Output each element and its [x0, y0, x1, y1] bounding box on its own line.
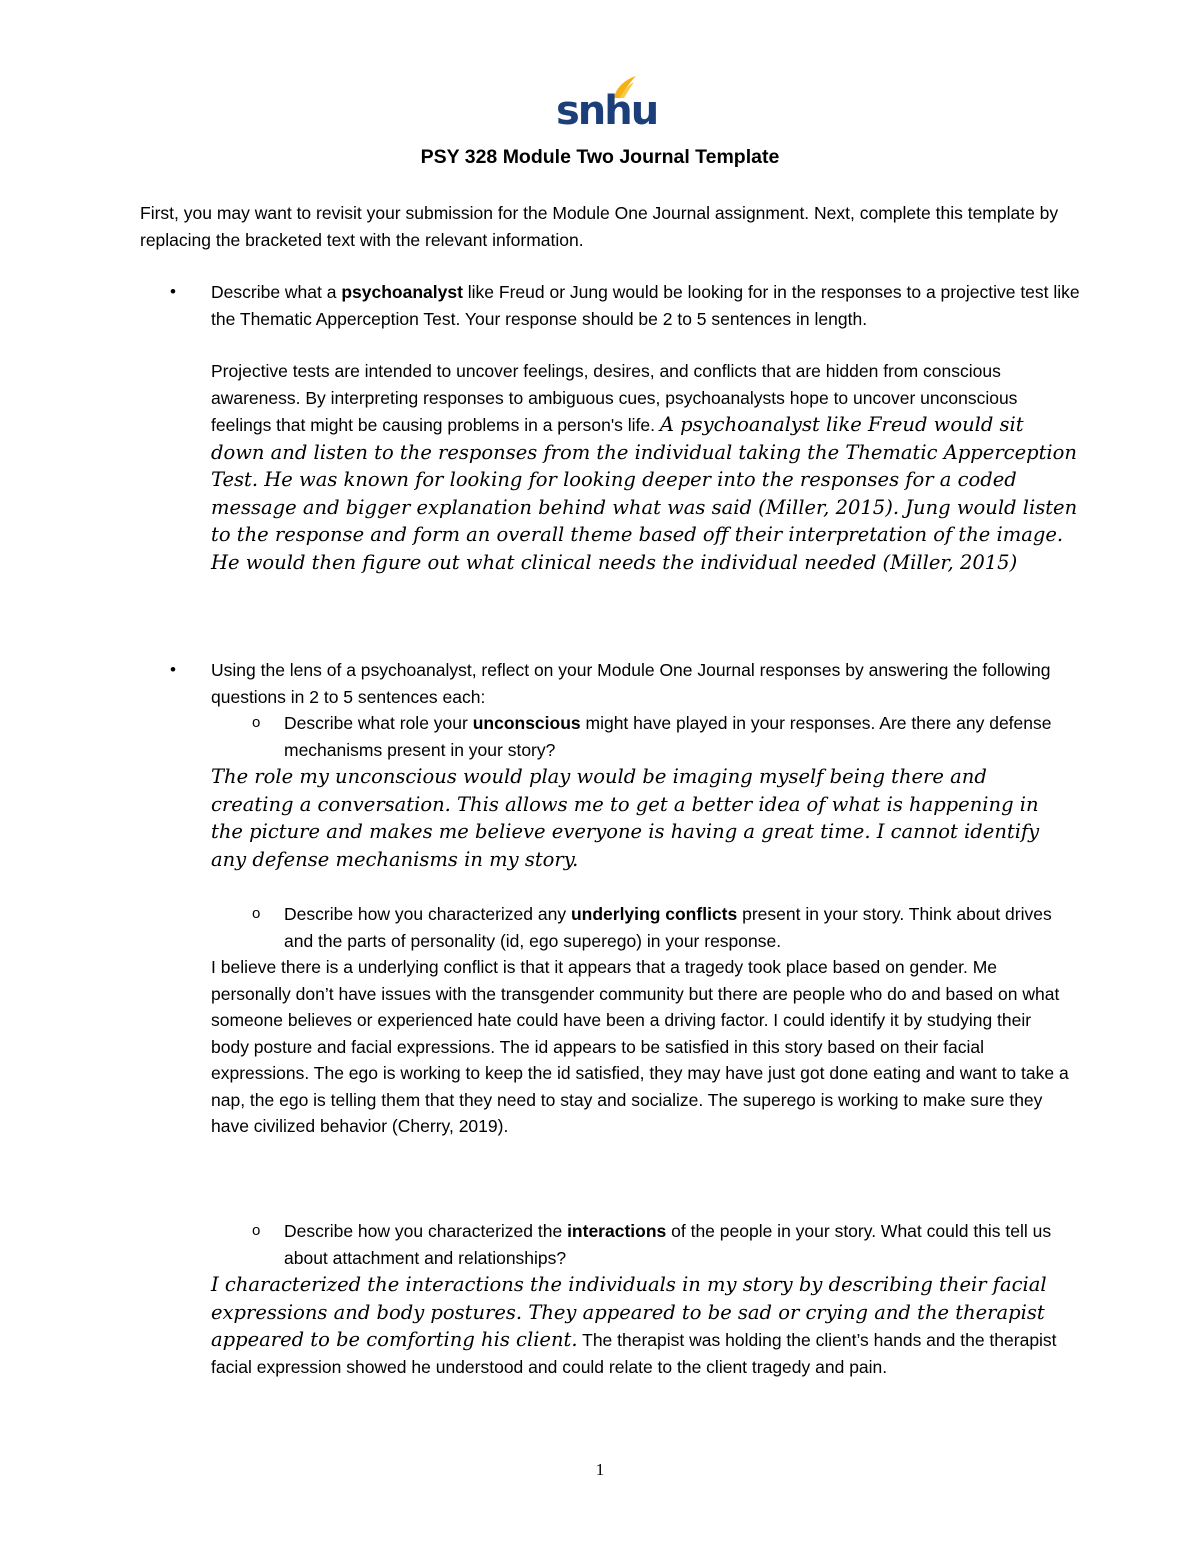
- logo-wordmark: snhu: [556, 88, 658, 134]
- subquestion-2-answer: I believe there is a underlying conflict is that it appears that a tragedy took place based on gender. Me personally don’t have issues with the transgender community but there are people who do and based on what someone believes or experienced hate could have been a driving factor. I could identify it by studying their body posture and facial expressions. The id appears to be satisfied in this story based on their facial expressions. The ego is working to keep the id satisfied, they may have just got done eating and want to take a nap, the ego is telling them that they need to stay and socialize. The superego is working to make sure they have civilized behavior (Cherry, 2019).: [211, 957, 1069, 1136]
- snhu-logo: [556, 74, 658, 134]
- page-title: PSY 328 Module Two Journal Template: [420, 146, 780, 168]
- sub-bullet-icon: o: [252, 1222, 261, 1239]
- question-1-prompt: Describe what a psychoanalyst like Freud or Jung would be looking for in the responses to a projective test like the Thematic Apperception Test. Your response should be 2 to 5 sentences in length.: [211, 282, 1080, 329]
- subquestion-1-answer: The role my unconscious would play would be imaging myself being there and creating a conversation. This allows me to get a better idea of what is happening in the picture and makes me believe everyone is having a great time. I cannot identify any defense mechanisms in my story.: [211, 765, 1040, 871]
- intro-paragraph: First, you may want to revisit your submission for the Module One Journal assignment. Next, complete this template by replacing the bracketed text with the relevant information.: [140, 203, 1059, 250]
- bullet-icon: •: [170, 282, 176, 301]
- question-1-answer: Projective tests are intended to uncover feelings, desires, and conflicts that are hidden from conscious awareness. By interpreting responses to ambiguous cues, psychoanalysts hope to uncover unconscious feelings that might be causing problems in a person's life. A psychoanalyst like Freud would sit down and listen to the responses from the individual taking the Thematic Apperception Test. He was known for looking for looking deeper into the responses for a coded message and bigger explanation behind what was said (Miller, 2015). Jung would listen to the response and form an overall theme based off their interpretation of the image. He would then figure out what clinical needs the individual needed (Miller, 2015): [211, 361, 1078, 574]
- subquestion-3-answer: I characterized the interactions the individuals in my story by describing their facial expressions and body postures. They appeared to be sad or crying and the therapist appeared to be comforting his client. The therapist was holding the client’s hands and the therapist facial expression showed he understood and could relate to the client tragedy and pain.: [211, 1273, 1057, 1377]
- sub-bullet-icon: o: [252, 714, 261, 731]
- keyword-interactions: interactions: [567, 1221, 667, 1241]
- keyword-underlying-conflicts: underlying conflicts: [570, 904, 738, 924]
- subquestion-1-prompt: Describe what role your unconscious might have played in your responses. Are there any defense mechanisms present in your story?: [284, 713, 1052, 760]
- keyword-unconscious: unconscious: [472, 713, 581, 733]
- sub-bullet-icon: o: [252, 905, 261, 922]
- keyword-psychoanalyst: psychoanalyst: [341, 282, 463, 302]
- subquestion-3-prompt: Describe how you characterized the interactions of the people in your story. What could this tell us about attachment and relationships?: [284, 1221, 1052, 1268]
- subquestion-2-prompt: Describe how you characterized any underlying conflicts present in your story. Think about drives and the parts of personality (id, ego superego) in your response.: [284, 904, 1052, 951]
- question-2-prompt: Using the lens of a psychoanalyst, reflect on your Module One Journal responses by answering the following questions in 2 to 5 sentences each:: [211, 660, 1051, 707]
- page-number: 1: [595, 1460, 605, 1479]
- bullet-icon: •: [170, 660, 176, 679]
